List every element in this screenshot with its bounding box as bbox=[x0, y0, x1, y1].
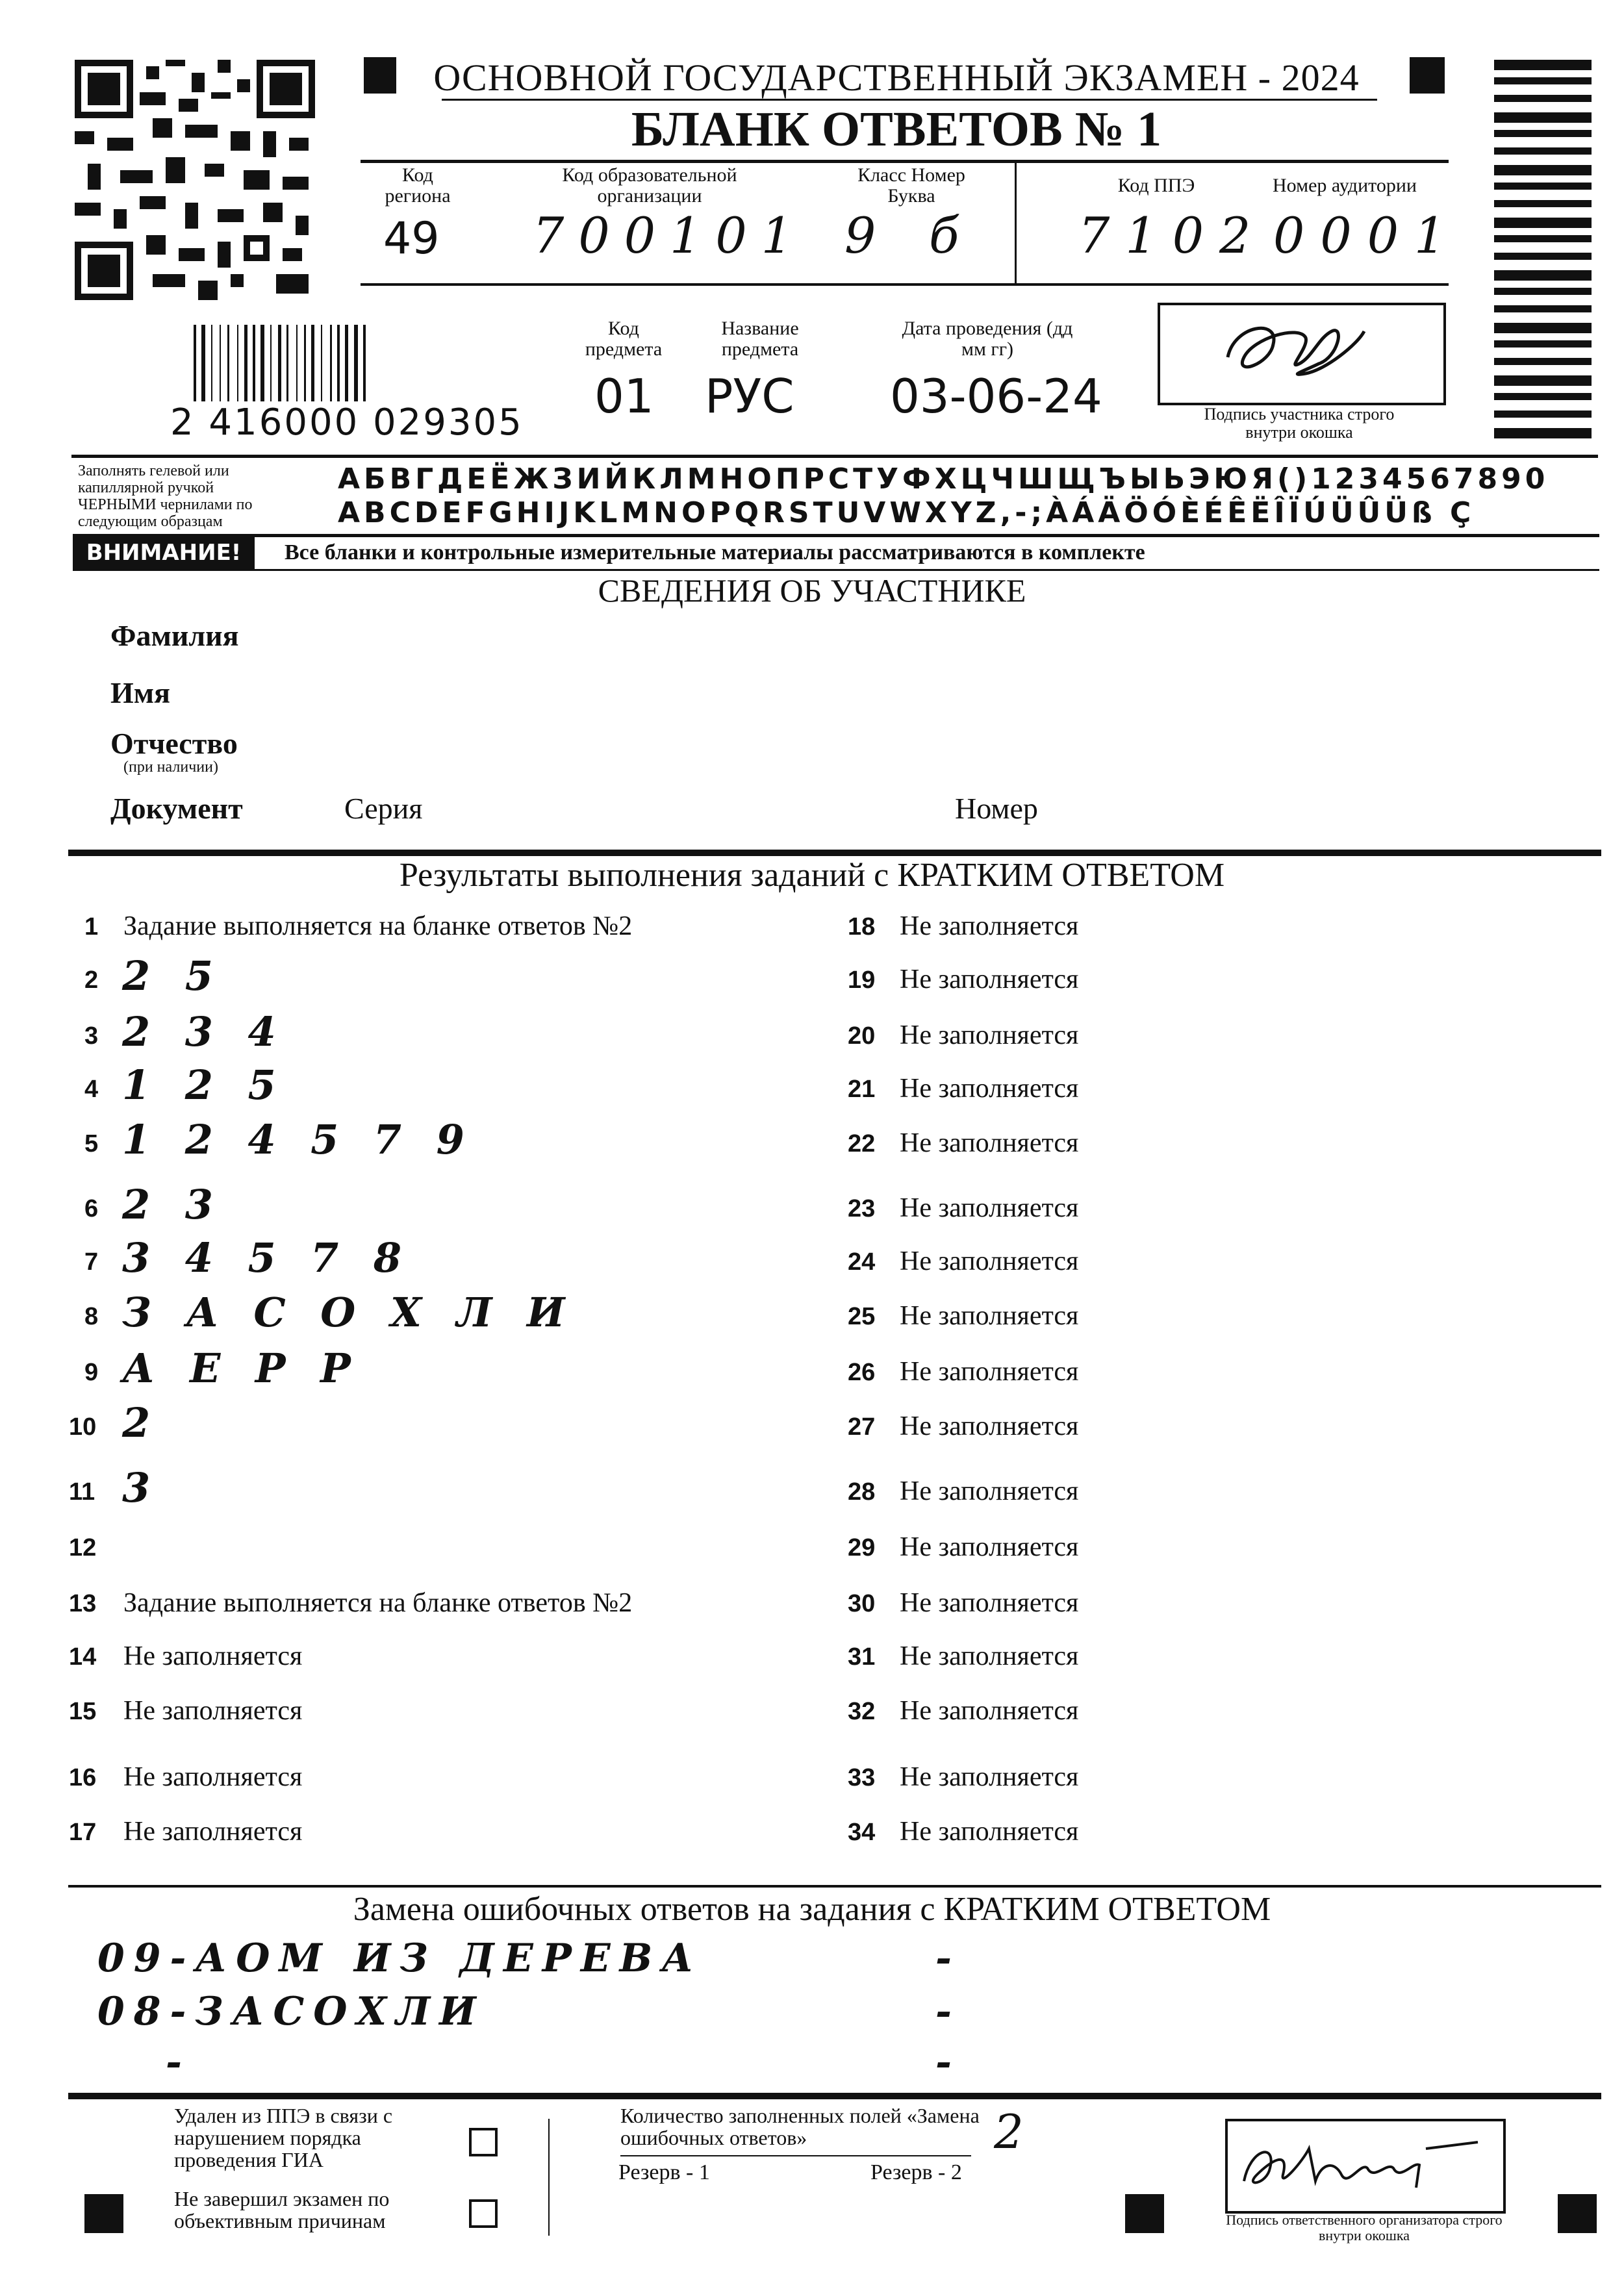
question-number: 13 bbox=[69, 1590, 97, 1617]
anchor-marker-bottom-left bbox=[84, 2194, 123, 2233]
question-number: 18 bbox=[848, 913, 876, 941]
answer-note: Не заполняется bbox=[900, 1696, 1079, 1726]
code-block-divider bbox=[1015, 162, 1017, 283]
replacement-left-3: - bbox=[166, 2040, 182, 2085]
document-label: Документ bbox=[110, 792, 243, 825]
form-title: БЛАНК ОТВЕТОВ № 1 bbox=[631, 102, 1162, 157]
organizer-signature bbox=[1231, 2123, 1504, 2207]
answer-note: Не заполняется bbox=[123, 1762, 303, 1792]
question-number: 15 bbox=[69, 1698, 97, 1725]
answer-note: Не заполняется bbox=[900, 1641, 1079, 1671]
handwritten-answer: 3 bbox=[122, 1464, 161, 1511]
reserve-2: Резерв - 2 bbox=[870, 2160, 962, 2184]
timing-marks bbox=[1494, 60, 1592, 449]
question-number: 9 bbox=[84, 1359, 99, 1386]
class-label: Класс Номер Буква bbox=[857, 164, 965, 207]
series-label: Серия bbox=[344, 792, 423, 825]
question-number: 2 bbox=[84, 967, 99, 994]
question-number: 14 bbox=[69, 1643, 97, 1671]
subject-name: РУС bbox=[705, 369, 794, 423]
handwritten-answer: 1 2 4 5 7 9 bbox=[122, 1116, 475, 1163]
not-finished-label: Не завершил экзамен по объективным причинам bbox=[174, 2187, 390, 2232]
answer-note: Не заполняется bbox=[900, 1357, 1079, 1387]
answer-note: Не заполняется bbox=[900, 1817, 1079, 1847]
question-number: 30 bbox=[848, 1590, 876, 1617]
replacement-right-3: - bbox=[935, 2040, 952, 2085]
answer-note: Не заполняется bbox=[900, 1128, 1079, 1158]
question-number: 16 bbox=[69, 1764, 97, 1791]
ppe-value: 7102 bbox=[1078, 207, 1267, 264]
anchor-marker-top-right bbox=[1410, 57, 1445, 94]
question-number: 7 bbox=[84, 1248, 99, 1276]
date-label: Дата проведения (дд мм гг) bbox=[902, 318, 1073, 360]
qr-code bbox=[75, 60, 315, 300]
question-number: 26 bbox=[848, 1359, 876, 1386]
answer-note: Не заполняется bbox=[123, 1817, 303, 1847]
question-number: 21 bbox=[848, 1076, 876, 1103]
barcode-number: 2 416000 029305 bbox=[170, 401, 524, 444]
question-number: 4 bbox=[84, 1076, 99, 1103]
answer-note: Не заполняется bbox=[123, 1641, 303, 1671]
filled-count-value: 2 bbox=[994, 2104, 1024, 2159]
surname-label: Фамилия bbox=[110, 619, 239, 652]
question-number: 10 bbox=[69, 1413, 97, 1441]
room-label: Номер аудитории bbox=[1273, 175, 1417, 196]
title-underline bbox=[442, 99, 1377, 101]
sample-row-2: ABCDEFGHIJKLMNOPQRSTUVWXYZ,-;ÀÁÄÖÓÈÉÊËÎÏÚÜÛÜß Ç bbox=[338, 496, 1475, 529]
replacement-title: Замена ошибочных ответов на задания с КРАТКИМ ОТВЕТОМ bbox=[353, 1891, 1271, 1928]
code-block-bottom-line bbox=[361, 283, 1449, 286]
removed-label: Удален из ППЭ в связи с нарушением порядка проведения ГИА bbox=[174, 2104, 393, 2171]
number-label: Номер bbox=[955, 792, 1038, 825]
handwritten-answer: З А С О Х Л И bbox=[122, 1289, 576, 1336]
participant-title: СВЕДЕНИЯ ОБ УЧАСТНИКЕ bbox=[598, 572, 1026, 609]
footer-divider bbox=[548, 2119, 550, 2236]
answer-note: Задание выполняется на бланке ответов №2 bbox=[123, 1588, 633, 1618]
handwritten-answer: 3 4 5 7 8 bbox=[122, 1234, 412, 1282]
exam-title: ОСНОВНОЙ ГОСУДАРСТВЕННЫЙ ЭКЗАМЕН - 2024 bbox=[433, 57, 1360, 99]
anchor-marker-top-left bbox=[364, 57, 396, 94]
notice-bottom-line bbox=[73, 569, 1599, 571]
participant-signature bbox=[1208, 312, 1377, 390]
notice-text: Все бланки и контрольные измерительные материалы рассматриваются в комплекте bbox=[285, 540, 1145, 564]
answer-note: Не заполняется bbox=[900, 1193, 1079, 1223]
handwritten-answer: А Е Р Р bbox=[122, 1345, 361, 1392]
question-number: 5 bbox=[84, 1130, 99, 1157]
subject-code: 01 bbox=[594, 369, 654, 423]
question-number: 11 bbox=[69, 1478, 95, 1506]
answer-note: Не заполняется bbox=[900, 1532, 1079, 1562]
handwritten-answer: 1 2 5 bbox=[122, 1061, 286, 1109]
reserve-1: Резерв - 1 bbox=[618, 2160, 710, 2184]
answer-note: Не заполняется bbox=[900, 1301, 1079, 1331]
question-number: 28 bbox=[848, 1478, 876, 1506]
date-value: 03-06-24 bbox=[890, 369, 1102, 423]
results-title: Результаты выполнения заданий с КРАТКИМ ОТВЕТОМ bbox=[399, 857, 1225, 894]
answer-note: Не заполняется bbox=[900, 1762, 1079, 1792]
subject-code-label: Код предмета bbox=[585, 318, 663, 360]
answer-note: Не заполняется bbox=[900, 1476, 1079, 1506]
name-label: Имя bbox=[110, 676, 170, 709]
patronymic-note: (при наличии) bbox=[123, 759, 218, 776]
region-value: 49 bbox=[383, 213, 440, 264]
question-number: 33 bbox=[848, 1764, 876, 1791]
question-number: 19 bbox=[848, 967, 876, 994]
class-number: 9 bbox=[844, 207, 876, 264]
question-number: 6 bbox=[84, 1195, 99, 1222]
sample-row-1: АБВГДЕЁЖЗИЙКЛМНОПРСТУФХЦЧШЩЪЫЬЭЮЯ()1234567890 bbox=[338, 462, 1549, 496]
question-number: 3 bbox=[84, 1022, 99, 1050]
question-number: 22 bbox=[848, 1130, 876, 1157]
replacement-left-1: 09-АОМ ИЗ ДЕРЕВА bbox=[97, 1936, 703, 1981]
question-number: 31 bbox=[848, 1643, 876, 1671]
subject-name-label: Название предмета bbox=[721, 318, 799, 360]
ppe-label: Код ППЭ bbox=[1117, 175, 1195, 196]
notice-badge: ВНИМАНИЕ! bbox=[73, 537, 255, 569]
question-number: 20 bbox=[848, 1022, 876, 1050]
answer-note: Не заполняется bbox=[900, 1588, 1079, 1618]
answer-note: Не заполняется bbox=[900, 965, 1079, 994]
replacement-top-line bbox=[68, 1885, 1601, 1888]
room-value: 0001 bbox=[1273, 207, 1462, 264]
handwritten-answer: 2 3 bbox=[122, 1181, 223, 1228]
answer-note: Не заполняется bbox=[123, 1696, 303, 1726]
organizer-signature-caption: Подпись ответственного организатора строго внутри окошка bbox=[1226, 2212, 1503, 2243]
handwritten-answer: 2 bbox=[122, 1399, 161, 1447]
patronymic-label: Отчество bbox=[110, 727, 238, 760]
answer-note: Не заполняется bbox=[900, 1246, 1079, 1276]
answer-note: Не заполняется bbox=[900, 1020, 1079, 1050]
anchor-marker-bottom-mid bbox=[1125, 2194, 1164, 2233]
class-letter: б bbox=[929, 207, 959, 264]
sample-top-line bbox=[71, 455, 1598, 458]
handwritten-answer: 2 5 bbox=[122, 952, 223, 1000]
question-number: 34 bbox=[848, 1819, 876, 1846]
sample-instruction: Заполнять гелевой или капиллярной ручкой ЧЕРНЫМИ чернилами по следующим образцам bbox=[78, 462, 253, 530]
replacement-left-2: 08-ЗАСОХЛИ bbox=[97, 1989, 485, 2034]
notice-top-line bbox=[73, 534, 1599, 537]
handwritten-answer: 2 3 4 bbox=[122, 1008, 286, 1055]
code-block-top-line bbox=[361, 160, 1449, 163]
question-number: 1 bbox=[84, 913, 99, 941]
question-number: 17 bbox=[69, 1819, 97, 1846]
question-number: 25 bbox=[848, 1303, 876, 1330]
results-top-line bbox=[68, 850, 1601, 856]
question-number: 32 bbox=[848, 1698, 876, 1725]
question-number: 23 bbox=[848, 1195, 876, 1222]
question-number: 12 bbox=[69, 1534, 97, 1561]
answer-note: Задание выполняется на бланке ответов №2 bbox=[123, 911, 633, 941]
answer-note: Не заполняется bbox=[900, 1074, 1079, 1104]
question-number: 24 bbox=[848, 1248, 876, 1276]
filled-count-underline bbox=[620, 2155, 971, 2156]
question-number: 27 bbox=[848, 1413, 876, 1441]
org-label: Код образовательной организации bbox=[562, 164, 737, 207]
anchor-marker-bottom-right bbox=[1558, 2194, 1597, 2233]
question-number: 29 bbox=[848, 1534, 876, 1561]
participant-signature-caption: Подпись участника строго внутри окошка bbox=[1204, 405, 1395, 442]
region-label: Код региона bbox=[385, 164, 451, 207]
filled-count-label: Количество заполненных полей «Замена ошибочных ответов» bbox=[620, 2104, 980, 2149]
question-number: 8 bbox=[84, 1303, 99, 1330]
removed-checkbox[interactable] bbox=[469, 2128, 498, 2156]
replacement-right-1: - bbox=[935, 1936, 952, 1981]
org-value: 700101 bbox=[533, 207, 807, 264]
footer-top-line bbox=[68, 2093, 1601, 2099]
not-finished-checkbox[interactable] bbox=[469, 2199, 498, 2228]
answer-note: Не заполняется bbox=[900, 1411, 1079, 1441]
answer-note: Не заполняется bbox=[900, 911, 1079, 941]
replacement-right-2: - bbox=[935, 1989, 952, 2034]
